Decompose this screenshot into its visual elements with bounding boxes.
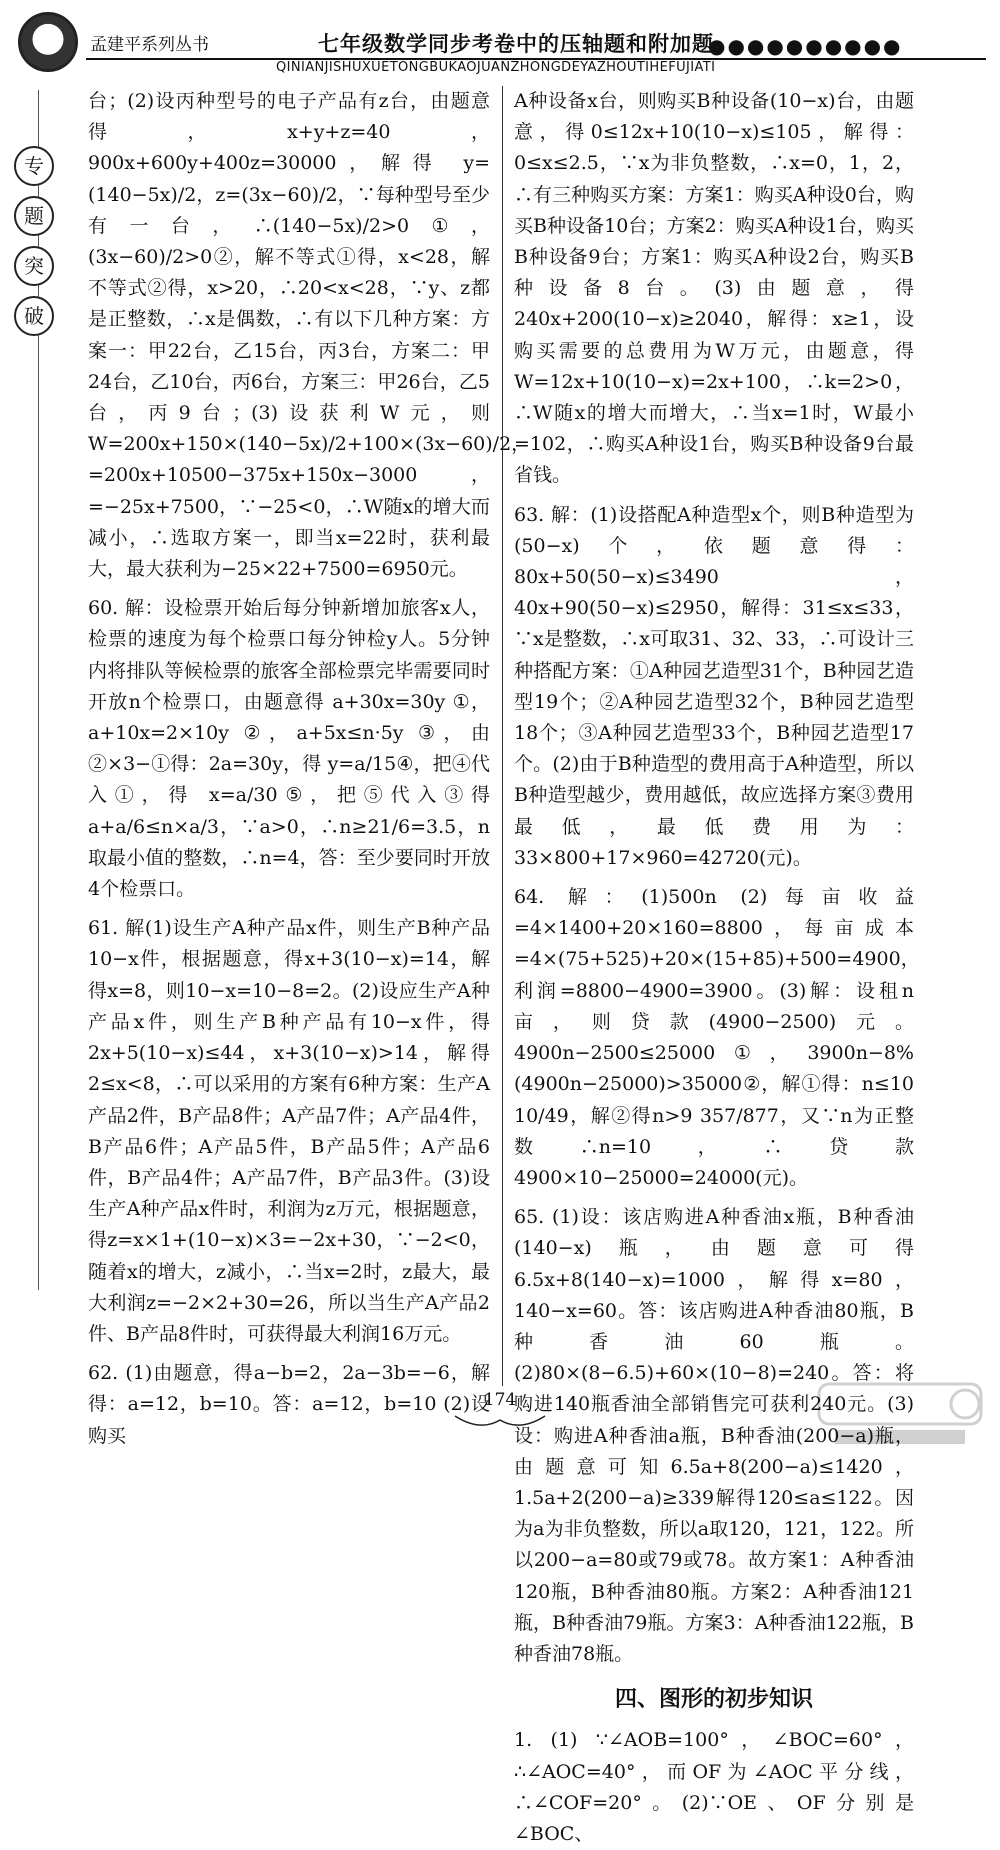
section-title: 四、图形的初步知识 bbox=[614, 1687, 813, 1713]
page-header bbox=[0, 0, 1000, 80]
answer-64: 64. 解：(1)500n (2)每亩收益=4×1400+20×160=8800，每亩成本=4×(75+525)+20×(15+85)+500=4900，利润=8800−4900=3900。(3)解：设租n亩，则贷款(4900−2500)元。4900n−2500≤25000①，3900n−8%(4900n−25000)>35000②，解①得：n≤10 10/49，解②得n>9 357/877，又∵n为正整数∴n=10，∴贷款4900×10−25000=24000(元)。 bbox=[514, 886, 920, 1189]
answer-63: 63. 解：(1)设搭配A种造型x个，则B种造型为(50−x)个，依题意得：80x+50(50−x)≤3490，40x+90(50−x)≤2950，解得：31≤x≤33，∵x是整数，∴x可取31、32、33，∴可设计三种搭配方案：①A种园艺造型31个，B种园艺造型19个；②A种园艺造型32个，B种园艺造型18个；③A种园艺造型33个，B种园艺造型17个。(2)由于B种造型的费用高于A种造型，所以B种造型越少，费用越低，故应选择方案③费用最低，最低费用为：33×800+17×960=42720(元)。 bbox=[514, 503, 914, 869]
book-title: 七年级数学同步考卷中的压轴题和附加题 bbox=[318, 31, 714, 56]
answer-59-continued: 台；(2)设丙种型号的电子产品有z台，由题意得，x+y+z=40，900x+600y+400z=30000，解得 y=(140−5x)/2，z=(3x−60)/2，∵每种型号至少有一台，∴(140−5x)/2>0①，(3x−60)/2>0②，解不等式①得，x<28，解不等式②得，x>20，∴20<x<28，∵y、z都是正整数，∴x是偶数，∴有以下几种方案：方案一：甲22台，乙15台，丙3台，方案二：甲24台，乙10台，丙6台，方案三：甲26台，乙5台，丙9台；(3)设获利W元，则 W=200x+150×(140−5x)/2+100×(3x−60)/2，=200x+10500−375x+150x−3000，=−25x+7500，∵−25<0，∴W随x的增大而减小，∴选取方案一，即当x=22时，获利最大，最大获利为−25×22+7500=6950元。 bbox=[88, 90, 531, 581]
section-answer-1: 1. (1) ∵∠AOB=100°，∠BOC=60°，∴∠AOC=40°，而OF为∠AOC平分线，∴∠COF=20°。(2)∵OE、OF分别是∠BOC、 bbox=[514, 1729, 914, 1845]
sidebar-badges bbox=[6, 86, 52, 1326]
sidebar-badge-4: 破 bbox=[14, 296, 54, 336]
page-number: 174 bbox=[483, 1390, 517, 1410]
publisher-logo bbox=[18, 12, 78, 72]
answer-61: 61. 解(1)设生产A种产品x件，则生产B种产品10−x件，根据题意，得x+3(10−x)=14，解得x=8，则10−x=10−8=2。(2)设应生产A种产品x件，则生产B种产品有10−x件，得 2x+5(10−x)≤44，x+3(10−x)>14，解得2≤x<8，∴可以采用的方案有6种方案：生产A产品2件，B产品8件；A产品7件；A产品4件，B产品6件；A产品5件，B产品5件；A产品6件，B产品4件；A产品7件，B产品3件。(3)设生产A种产品x件时，利润为z万元，根据题意，得z=x×1+(10−x)×3=−2x+30，∵−2<0，随着x的增大，z减小，∴当x=2时，z最大，最大利润z=−2×2+30=26，所以当生产A产品2件、B产品8件时，可获得最大利润16万元。 bbox=[88, 917, 490, 1345]
book-title-pinyin: QINIANJISHUXUETONGBUKAOJUANZHONGDEYAZHOUTIHEFUJIATI bbox=[276, 60, 716, 75]
answer-65: 65. (1)设：该店购进A种香油x瓶，B种香油(140−x)瓶，由题意可得6.5x+8(140−x)=1000，解得x=80，140−x=60。答：该店购进A种香油80瓶，B种香油60瓶。(2)80×(8−6.5)+60×(10−8)=240。答：将购进140瓶香油全部销售完可获利240元。(3)设：购进A种香油a瓶，B种香油(200−a)瓶，由题意可知6.5a+8(200−a)≤1420，1.5a+2(200−a)≥339解得120≤a≤122。因为a为非负整数，所以a取120，121，122。所以200−a=80或79或78。故方案1：A种香油120瓶，B种香油80瓶。方案2：A种香油121瓶，B种香油79瓶。方案3：A种香油122瓶，B种香油78瓶。 bbox=[514, 1206, 914, 1665]
answer-62-continued: A种设备x台，则购买B种设备(10−x)台，由题意，得0≤12x+10(10−x)≤105，解得：0≤x≤2.5，∵x为非负整数，∴x=0，1，2，∴有三种购买方案：方案1：购买A种设0台，购买B种设备10台；方案2：购买A种设1台，购买B种设备9台；方案1：购买A种设2台，购买B种设备8台。(3)由题意，得240x+200(10−x)≥2040，解得：x≥1，设购买需要的总费用为W万元，由题意，得W=12x+10(10−x)=2x+100，∴k=2>0，∴W随x的增大而增大，∴当x=1时，W最小=102，∴购买A种设1台，购买B种设备9台最省钱。 bbox=[514, 90, 914, 487]
watermark-logo bbox=[815, 1380, 985, 1450]
sidebar-badge-3: 突 bbox=[14, 246, 54, 286]
answer-62: 62. (1)由题意，得a−b=2，2a−3b=−6，解得：a=12，b=10。答：a=12，b=10 (2)设购买 bbox=[88, 1362, 490, 1447]
answer-60: 60. 解：设检票开始后每分钟新增加旅客x人，检票的速度为每个检票口每分钟检y人。5分钟内将排队等候检票的旅客全部检票完毕需要同时开放n个检票口，由题意得 a+30x=30y ①，a+10x=2×10y ②，a+5x≤n·5y ③，由②×3−①得：2a=30y，得 y=a/15④，把④代入①，得 x=a/30⑤，把⑤代入③得 a+a/6≤n×a/3，∵a>0，∴n≥21/6=3.5，n取最小值的整数，∴n=4，答：至少要同时开放4个检票口。 bbox=[88, 597, 490, 901]
page-ornament bbox=[450, 1412, 550, 1432]
column-divider bbox=[502, 86, 503, 1386]
right-column bbox=[514, 86, 920, 1850]
sidebar-badge-2: 题 bbox=[14, 196, 54, 236]
series-name: 孟建平系列丛书 bbox=[90, 35, 209, 55]
header-dots: ●●●●●●●●●● bbox=[708, 34, 903, 58]
sidebar-badge-1: 专 bbox=[14, 146, 54, 186]
